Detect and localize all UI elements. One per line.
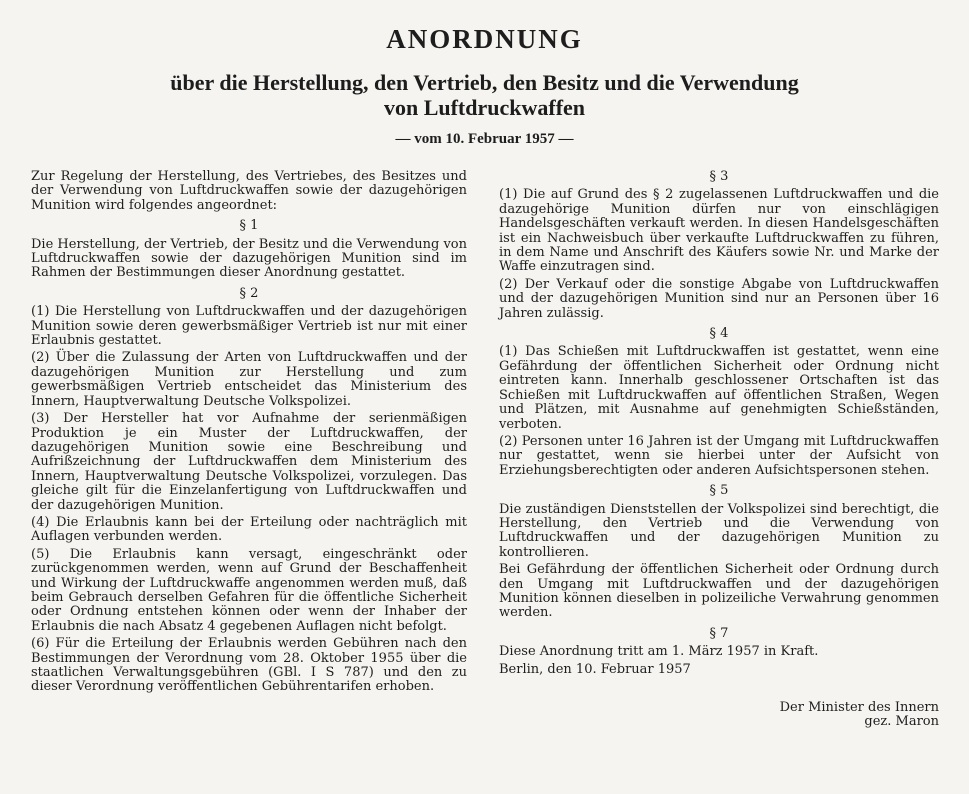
section-7-heading: § 7 [709,625,729,641]
section-2-paragraph-1: (1) Die Herstellung von Luftdruckwaffen und der dazugehörigen Munition sowie deren gewerbsmäßiger Vertrieb ist nur mit einer Erlaubnis gestattet. [31,304,467,349]
right-column [499,170,939,730]
section-3-paragraph-2: (2) Der Verkauf oder die sonstige Abgabe von Luftdruckwaffen und der dazugehörigen Munition sind nur an Personen über 16 Jahren zulässig. [499,276,939,321]
section-4-heading: § 4 [709,326,729,342]
signature-block [499,701,939,730]
section-4-paragraph-1: (1) Das Schießen mit Luftdruckwaffen ist gestattet, wenn eine Gefährdung der öffentlichen Sicherheit oder Ordnung nicht eintreten kann. Innerhalb geschlossener Ortschaften ist das Schießen mit Luftdruckwaffen auf öffentlichen Straßen, Wegen und Plätzen, mit Ausnahme auf genehmigten Schießständen, verboten. [499,344,939,432]
section-2-paragraph-5: (5) Die Erlaubnis kann versagt, eingeschränkt oder zurückgenommen werden, wenn auf Grund der Beschaffenheit und Wirkung der Luftdruckwaffe angenommen werden muß, daß beim Gebrauch derselben Gefahren für die öffentliche Sicherheit oder Ordnung entstehen können oder wenn der Inhaber der Erlaubnis die nach Absatz 4 gegebenen Auflagen nicht befolgt. [31,546,467,634]
section-2-paragraph-3: (3) Der Hersteller hat vor Aufnahme der serienmäßigen Produktion je ein Muster der Luftdruckwaffen, der dazugehörigen Munition sowie eine Beschreibung und Aufrißzeichnung der Luftdruckwaffen dem Ministerium des Innern, Hauptverwaltung Deutsche Volkspolizei, vorzulegen. Das gleiche gilt für die Einzelanfertigung von Luftdruckwaffen und der dazugehörigen Munition. [31,411,467,513]
section-5-paragraph-2: Bei Gefährdung der öffentlichen Sicherheit oder Ordnung durch den Umgang mit Luftdruckwaffen und der dazugehörigen Munition können dieselben in polizeiliche Verwahrung genommen werden. [499,562,939,621]
section-1-text: Die Herstellung, der Vertrieb, der Besitz und die Verwendung von Luftdruckwaffen sowie der dazugehörigen Munition sind im Rahmen der Bestimmungen dieser Anordnung gestattet. [31,236,467,281]
section-2-heading: § 2 [239,285,259,301]
section-3-paragraph-1: (1) Die auf Grund des § 2 zugelassenen Luftdruckwaffen und die dazugehörige Munition dürfen nur von einschlägigen Handelsgeschäften verkauft werden. In diesen Handelsgeschäften ist ein Nachweisbuch über verkaufte Luftdruckwaffen zu führen, in dem Name und Anschrift des Käufers sowie Nr. und Marke der Waffe einzutragen sind. [499,187,939,275]
section-2-paragraph-6: (6) Für die Erteilung der Erlaubnis werden Gebühren nach den Bestimmungen der Verordnung vom 28. Oktober 1955 über die staatlichen Verwaltungsgebühren (GBl. I S 787) und den zu dieser Verordnung veröffentlichen Gebührentarifen erhoben. [31,636,467,695]
section-4-paragraph-2: (2) Personen unter 16 Jahren ist der Umgang mit Luftdruckwaffen nur gestattet, wenn sie hierbei unter der Aufsicht von Erziehungsberechtigten oder anderen Aufsichtspersonen stehen. [499,433,939,478]
subtitle-line-1: über die Herstellung, den Vertrieb, den Besitz und die Verwendung [170,70,799,95]
section-2-paragraph-2: (2) Über die Zulassung der Arten von Luftdruckwaffen und der dazugehörigen Munition zur Herstellung und zum gewerbsmäßigen Vertrieb entscheidet das Ministerium des Innern, Hauptverwaltung Deutsche Volkspolizei. [31,350,467,409]
document-title: ANORDNUNG [386,24,583,54]
signature-name: gez. Maron [864,714,939,730]
document-subtitle [0,70,969,120]
intro-paragraph: Zur Regelung der Herstellung, des Vertriebes, des Besitzes und der Verwendung von Luftdruckwaffen sowie der dazugehörigen Munition wird folgendes angeordnet: [31,169,467,213]
section-5-heading: § 5 [709,483,729,499]
section-3-heading: § 3 [709,169,729,184]
section-7-paragraph-1: Diese Anordnung tritt am 1. März 1957 in Kraft. [499,644,819,660]
signature-title: Der Minister des Innern [779,700,939,715]
section-5-paragraph-1: Die zuständigen Dienststellen der Volkspolizei sind berechtigt, die Herstellung, den Vertrieb und die Verwendung von Luftdruckwaffen und der dazugehörigen Munition zu kontrollieren. [499,501,939,560]
section-1-heading: § 1 [239,218,259,234]
section-2-paragraph-4: (4) Die Erlaubnis kann bei der Erteilung oder nachträglich mit Auflagen verbunden werden. [31,514,467,545]
left-column [31,170,467,698]
section-7-paragraph-2: Berlin, den 10. Februar 1957 [499,661,691,677]
subtitle-line-2: von Luftdruckwaffen [383,95,586,120]
document-date: — vom 10. Februar 1957 — [395,131,574,147]
